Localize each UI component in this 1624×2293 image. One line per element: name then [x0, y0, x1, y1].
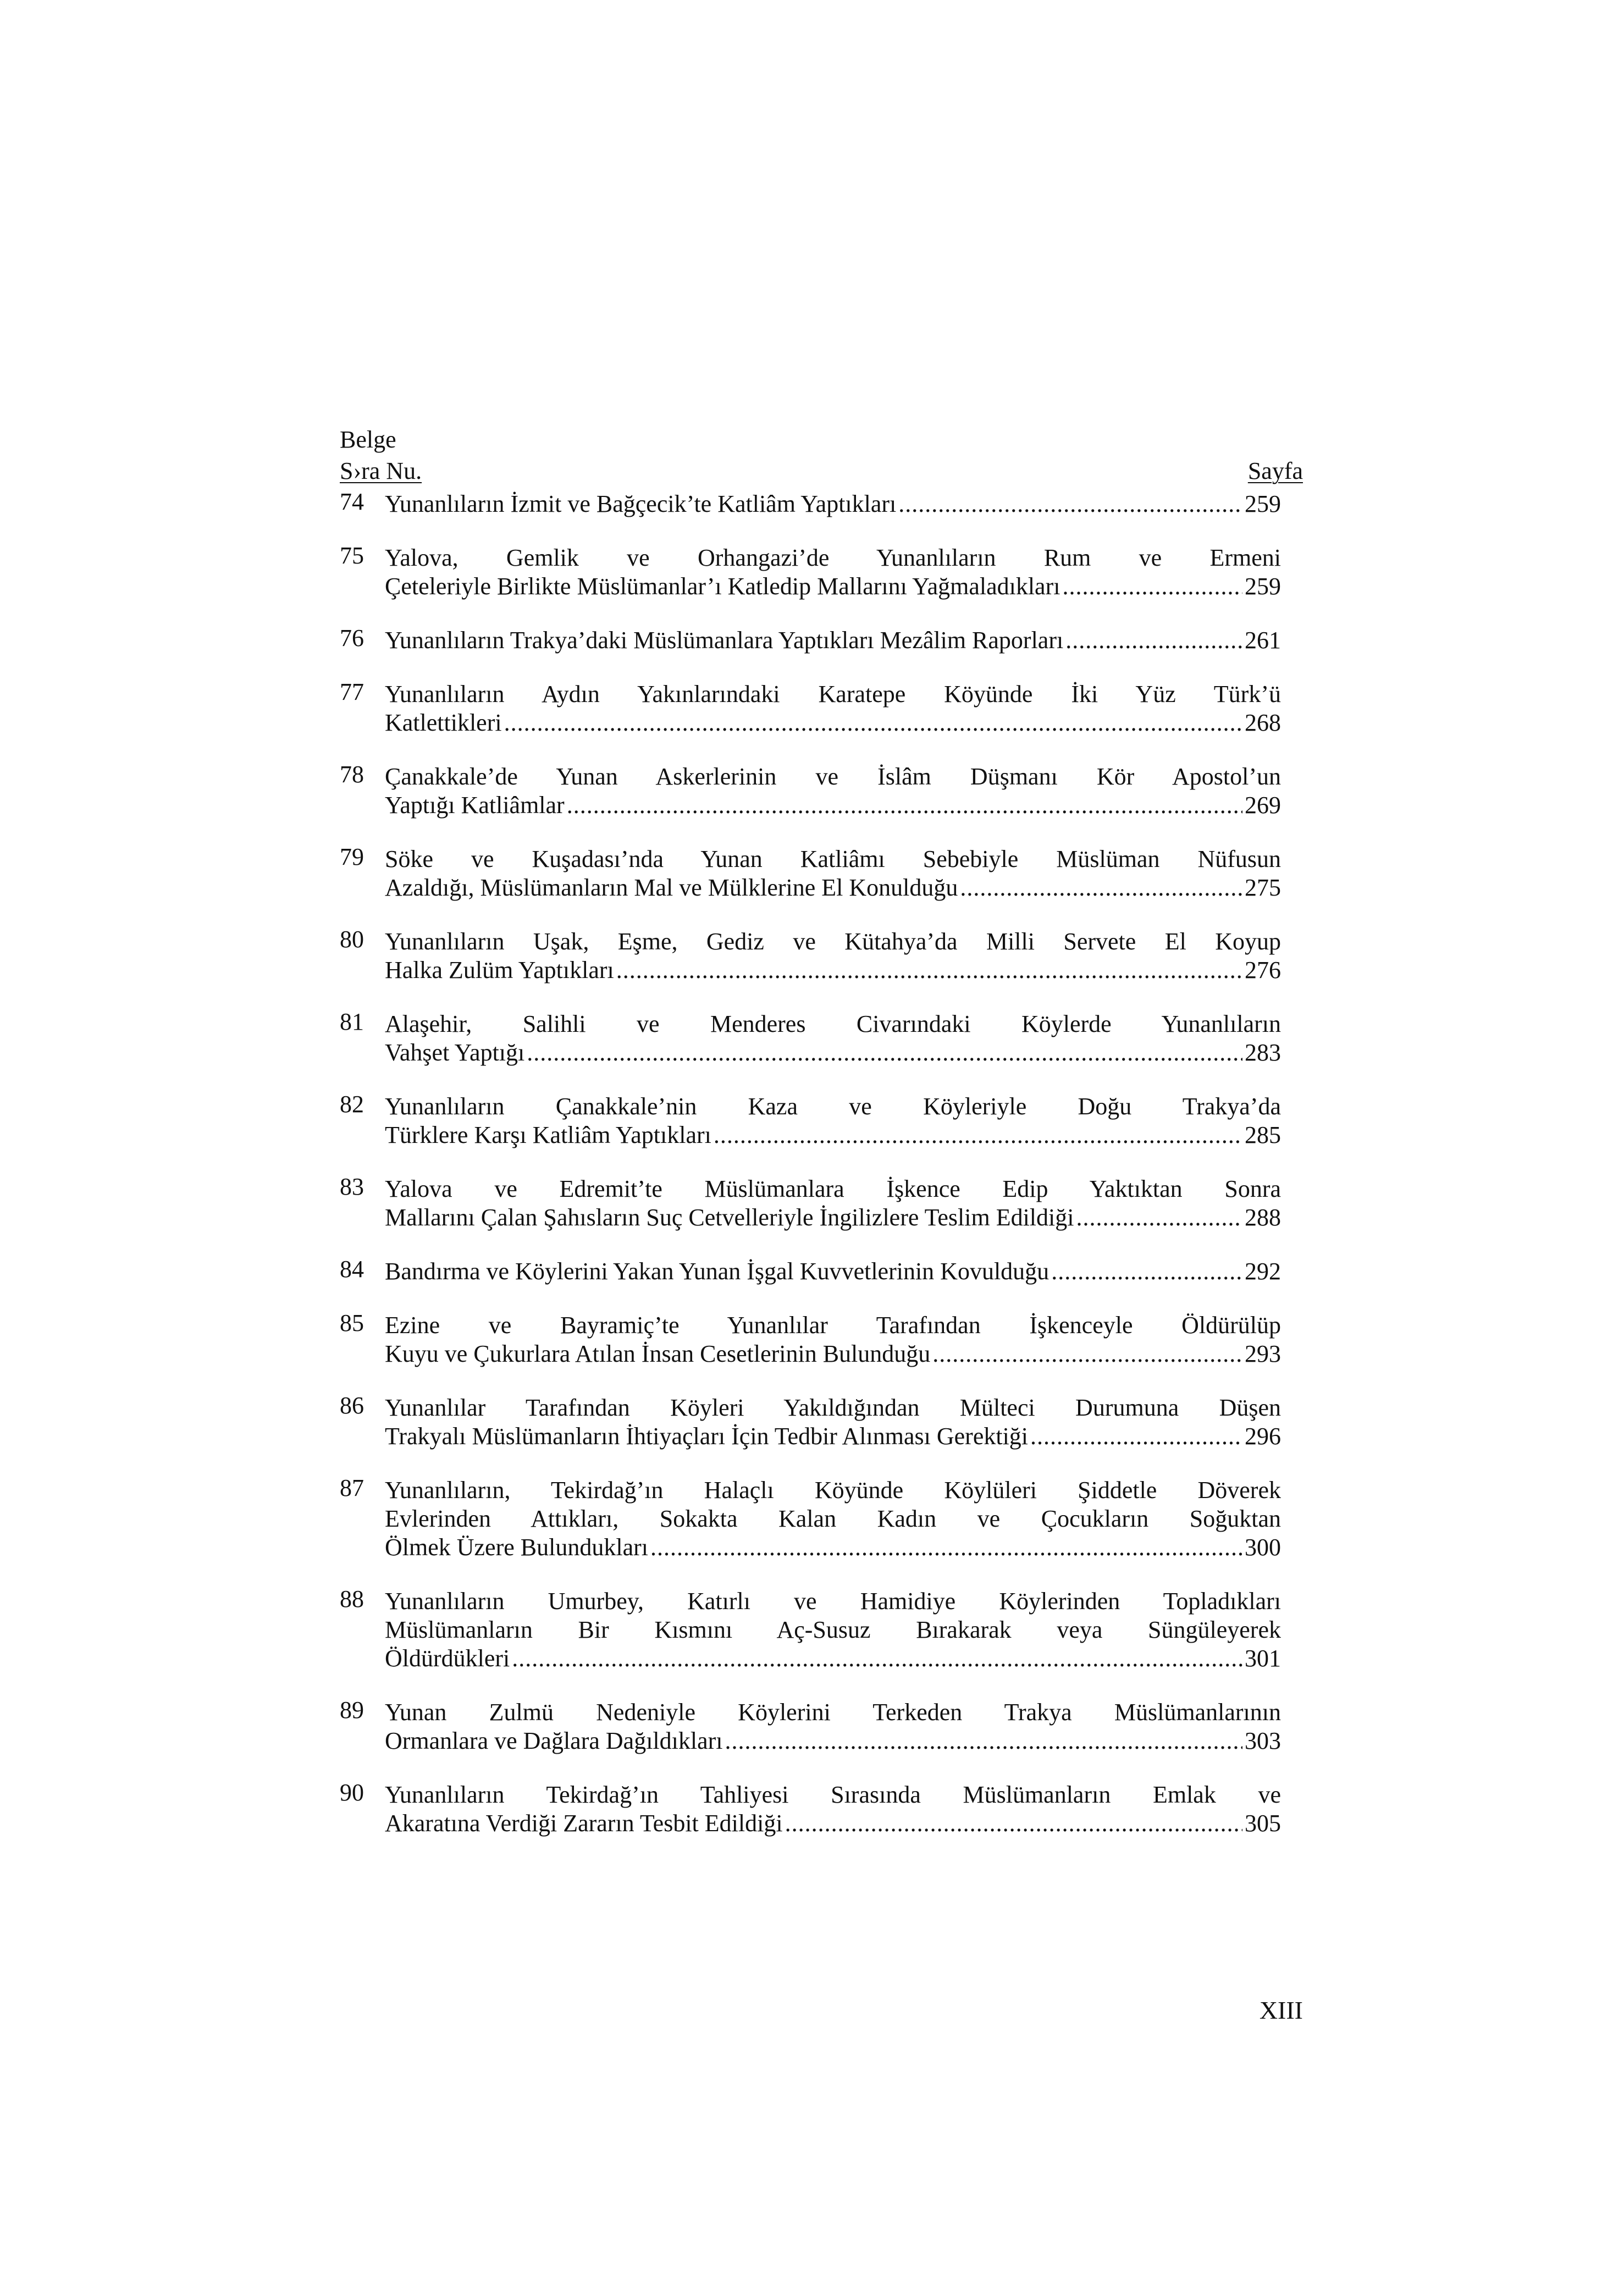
- entry-title: [385, 680, 1281, 737]
- toc-entry: [340, 680, 1281, 737]
- entry-number: 83: [340, 1173, 364, 1200]
- entry-page: 259: [1245, 490, 1281, 517]
- entry-title: [385, 1311, 1281, 1368]
- entry-number: 82: [340, 1091, 364, 1118]
- dot-leader: [960, 874, 1242, 902]
- entry-page: 301: [1245, 1645, 1281, 1672]
- entry-title: [385, 1257, 1281, 1286]
- entry-title-line: Vahşet Yaptığı: [385, 1039, 525, 1066]
- entry-number: 79: [340, 843, 364, 870]
- entry-number: 85: [340, 1310, 364, 1336]
- entry-page: 292: [1245, 1258, 1281, 1285]
- header-sira-nu: S›ra Nu.: [340, 457, 422, 484]
- dot-leader: [567, 791, 1242, 820]
- entry-title-line: Yunan Zulmü Nedeniyle Köylerini Terkeden Trakya Müslümanlarının: [385, 1699, 1281, 1726]
- entry-title-last-line: [385, 1533, 1281, 1562]
- entry-number: 88: [340, 1585, 364, 1612]
- toc-entry: [340, 763, 1281, 820]
- dot-leader: [725, 1727, 1243, 1755]
- entry-title-line: Türklere Karşı Katliâm Yaptıkları: [385, 1121, 711, 1148]
- entry-title-last-line: [385, 1422, 1281, 1451]
- dot-leader: [512, 1644, 1242, 1673]
- entry-title-last-line: [385, 1121, 1281, 1150]
- entry-number: 75: [340, 542, 364, 569]
- entry-title-line: Bandırma ve Köylerini Yakan Yunan İşgal Kuvvetlerinin Kovulduğu: [385, 1258, 1049, 1285]
- page-number: XIII: [1259, 1996, 1303, 2024]
- toc-entry: [340, 1698, 1281, 1755]
- toc-entry: [340, 1394, 1281, 1451]
- entry-title-last-line: [385, 626, 1281, 655]
- entry-page: 288: [1245, 1204, 1281, 1231]
- entry-title-line: Yunanlılar Tarafından Köyleri Yakıldığından Mülteci Durumuna Düşen: [385, 1394, 1281, 1421]
- entry-number: 76: [340, 625, 364, 651]
- entry-title: [385, 1394, 1281, 1451]
- entry-title-line: Yunanlıların, Tekirdağ’ın Halaçlı Köyünde Köylüleri Şiddetle Döverek: [385, 1477, 1281, 1504]
- entry-title-line: Yalova, Gemlik ve Orhangazi’de Yunanlıların Rum ve Ermeni: [385, 544, 1281, 571]
- toc-entry: [340, 1781, 1281, 1838]
- entry-page: 269: [1245, 792, 1281, 819]
- entry-title-last-line: [385, 1340, 1281, 1368]
- entry-number: 78: [340, 761, 364, 788]
- entry-title-last-line: [385, 956, 1281, 985]
- entry-title-line: Kuyu ve Çukurlara Atılan İnsan Cesetlerinin Bulunduğu: [385, 1340, 931, 1367]
- toc-entry: [340, 1476, 1281, 1562]
- entry-page: 268: [1245, 709, 1281, 736]
- toc-entry: [340, 1175, 1281, 1232]
- toc-entry: [340, 544, 1281, 601]
- entry-title-line: Çeteleriyle Birlikte Müslümanlar’ı Katledip Mallarını Yağmaladıkları: [385, 573, 1060, 600]
- toc-entry: [340, 490, 1281, 518]
- entry-title-line: Yunanlıların Çanakkale’nin Kaza ve Köyleriyle Doğu Trakya’da: [385, 1093, 1281, 1120]
- entry-title-line: Alaşehir, Salihli ve Menderes Civarındaki Köylerde Yunanlıların: [385, 1010, 1281, 1037]
- entry-title-last-line: [385, 490, 1281, 518]
- toc-page: [340, 0, 1303, 2293]
- entry-title: [385, 1698, 1281, 1755]
- entry-title-line: Yaptığı Katliâmlar: [385, 792, 565, 819]
- entry-title-last-line: [385, 1727, 1281, 1755]
- dot-leader: [932, 1340, 1242, 1368]
- toc-entry: [340, 626, 1281, 655]
- entry-title-line: Yunanlıların Uşak, Eşme, Gediz ve Kütahya’da Milli Servete El Koyup: [385, 928, 1281, 955]
- entry-title-last-line: [385, 791, 1281, 820]
- entry-page: 300: [1245, 1534, 1281, 1561]
- entry-title-last-line: [385, 1203, 1281, 1232]
- dot-leader: [616, 956, 1242, 985]
- entry-number: 86: [340, 1392, 364, 1419]
- entry-title-line: Yunanlıların Tekirdağ’ın Tahliyesi Sırasında Müslümanların Emlak ve: [385, 1781, 1281, 1808]
- header-belge: Belge: [340, 426, 396, 453]
- entry-title-line: Yunanlıların Trakya’daki Müslümanlara Yaptıkları Mezâlim Raporları: [385, 627, 1064, 654]
- entry-page: 259: [1245, 573, 1281, 600]
- entry-number: 84: [340, 1256, 364, 1283]
- entry-title-line: Yalova ve Edremit’te Müslümanlara İşkence Edip Yaktıktan Sonra: [385, 1175, 1281, 1202]
- dot-leader: [1062, 572, 1242, 601]
- entry-title-line: Ölmek Üzere Bulundukları: [385, 1534, 648, 1561]
- toc-entry: [340, 1311, 1281, 1368]
- dot-leader: [1051, 1257, 1242, 1286]
- entry-title-last-line: [385, 709, 1281, 737]
- entry-title: [385, 845, 1281, 902]
- dot-leader: [1030, 1422, 1242, 1451]
- entry-title-line: Azaldığı, Müslümanların Mal ve Mülklerine El Konulduğu: [385, 874, 958, 901]
- entry-title: [385, 763, 1281, 820]
- entry-title-line: Evlerinden Attıkları, Sokakta Kalan Kadın ve Çocukların Soğuktan: [385, 1505, 1281, 1532]
- entry-title-line: Söke ve Kuşadası’nda Yunan Katliâmı Sebebiyle Müslüman Nüfusun: [385, 846, 1281, 872]
- entry-title-last-line: [385, 1644, 1281, 1673]
- entry-title: [385, 1781, 1281, 1838]
- entry-title-line: Ezine ve Bayramiç’te Yunanlılar Tarafından İşkenceyle Öldürülüp: [385, 1312, 1281, 1339]
- entry-title: [385, 626, 1281, 655]
- entry-title-last-line: [385, 874, 1281, 902]
- entry-page: 275: [1245, 874, 1281, 901]
- entry-number: 87: [340, 1474, 364, 1501]
- dot-leader: [1065, 626, 1242, 655]
- entry-number: 89: [340, 1697, 364, 1723]
- toc-entry: [340, 1587, 1281, 1673]
- entry-page: 283: [1245, 1039, 1281, 1066]
- entry-title-line: Çanakkale’de Yunan Askerlerinin ve İslâm Düşmanı Kör Apostol’un: [385, 763, 1281, 790]
- toc-entry: [340, 1257, 1281, 1286]
- entry-title: [385, 1587, 1281, 1673]
- toc-entry: [340, 1092, 1281, 1150]
- dot-leader: [785, 1809, 1242, 1838]
- entry-page: 296: [1245, 1423, 1281, 1450]
- toc-entry: [340, 927, 1281, 985]
- entry-title-line: Öldürdükleri: [385, 1645, 510, 1672]
- entry-title-last-line: [385, 1038, 1281, 1067]
- dot-leader: [1076, 1203, 1242, 1232]
- entry-title-line: Mallarını Çalan Şahısların Suç Cetvelleriyle İngilizlere Teslim Edildiği: [385, 1204, 1074, 1231]
- entry-title-line: Yunanlıların İzmit ve Bağçecik’te Katliâm Yaptıkları: [385, 490, 897, 517]
- entry-page: 261: [1245, 627, 1281, 654]
- entry-page: 276: [1245, 957, 1281, 983]
- entry-title: [385, 1010, 1281, 1067]
- entry-page: 305: [1245, 1810, 1281, 1837]
- entry-title: [385, 1175, 1281, 1232]
- entry-title-line: Ormanlara ve Dağlara Dağıldıkları: [385, 1727, 723, 1754]
- entry-page: 285: [1245, 1121, 1281, 1148]
- entry-number: 81: [340, 1008, 364, 1035]
- entry-title-line: Yunanlıların Aydın Yakınlarındaki Karatepe Köyünde İki Yüz Türk’ü: [385, 681, 1281, 708]
- entry-title-line: Halka Zulüm Yaptıkları: [385, 957, 614, 983]
- header-sayfa: Sayfa: [1247, 457, 1303, 484]
- entry-page: 303: [1245, 1727, 1281, 1754]
- dot-leader: [714, 1121, 1242, 1150]
- entry-title: [385, 1092, 1281, 1150]
- entry-title: [385, 490, 1281, 518]
- entry-title-last-line: [385, 572, 1281, 601]
- entry-title: [385, 544, 1281, 601]
- entry-title-last-line: [385, 1257, 1281, 1286]
- entry-number: 90: [340, 1779, 364, 1806]
- entry-number: 77: [340, 678, 364, 705]
- dot-leader: [650, 1533, 1242, 1562]
- toc-entry: [340, 845, 1281, 902]
- entry-page: 293: [1245, 1340, 1281, 1367]
- entry-title-line: Akaratına Verdiği Zararın Tesbit Edildiği: [385, 1810, 783, 1837]
- entry-title: [385, 927, 1281, 985]
- entry-title-line: Müslümanların Bir Kısmını Aç-Susuz Bırakarak veya Süngüleyerek: [385, 1616, 1281, 1643]
- entry-title-line: Katlettikleri: [385, 709, 502, 736]
- entry-title: [385, 1476, 1281, 1562]
- entry-title-last-line: [385, 1809, 1281, 1838]
- entry-title-line: Yunanlıların Umurbey, Katırlı ve Hamidiye Köylerinden Topladıkları: [385, 1588, 1281, 1615]
- toc-entries: [340, 490, 1281, 1863]
- dot-leader: [527, 1038, 1242, 1067]
- dot-leader: [504, 709, 1242, 737]
- entry-number: 80: [340, 926, 364, 953]
- entry-number: 74: [340, 488, 364, 515]
- entry-title-line: Trakyalı Müslümanların İhtiyaçları İçin Tedbir Alınması Gerektiği: [385, 1423, 1029, 1450]
- toc-entry: [340, 1010, 1281, 1067]
- dot-leader: [898, 490, 1242, 518]
